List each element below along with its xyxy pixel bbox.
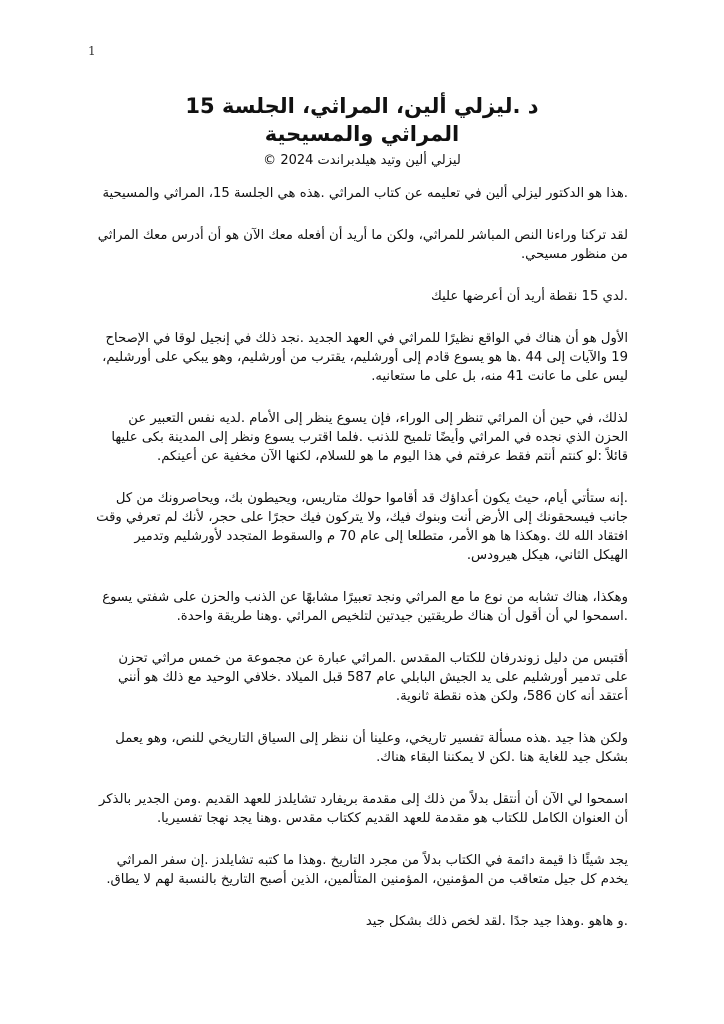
paragraph: وهكذا، هناك تشابه من نوع ما مع المراثي ونجد تعبيرًا مشابهًا عن الذنب والحزن على شفتي يسوع .اسمحوا لي أن أقول أن هناك طريقتين جيدتين لتلخيص المراثي .وهنا طريقة واحدة.: [102, 590, 628, 624]
paragraph: لذلك، في حين أن المراثي تنظر إلى الوراء، فإن يسوع ينظر إلى الأمام .لديه نفس التعبير عن الحزن الذي نجده في المراثي وأيضًا تلميح للذنب .فلما اقترب يسوع ونظر إلى المدينة بكى عليها قائلاً :لو كنتم أنتم فقط عرفتم في هذا اليوم ما هو للسلام، لكنها الآن مخفية عن أعينكم.: [111, 411, 628, 464]
paragraph: ولكن هذا جيد .هذه مسألة تفسير تاريخي، وعلينا أن ننظر إلى السياق التاريخي للنص، وهو يعمل بشكل جيد للغاية هنا .لكن لا يمكننا البقاء هناك.: [115, 731, 628, 765]
paragraph: لقد تركنا وراءنا النص المباشر للمراثي، ولكن ما أريد أن أفعله معك الآن هو أن أدرس معك المراثي من منظور مسيحي.: [97, 228, 628, 262]
paragraph: أقتبس من دليل زوندرفان للكتاب المقدس .المراثي عبارة عن مجموعة من خمس مراثي تحزن على تدمير أورشليم على يد الجيش البابلي عام 587 قبل الميلاد .خلافي الوحيد مع ذلك هو أنني أعتقد أنه كان 586، ولكن هذه نقطة ثانوية.: [117, 651, 628, 704]
paragraph: يجد شيئًا ذا قيمة دائمة في الكتاب بدلاً من مجرد التاريخ .وهذا ما كتبه تشايلدز .إن سفر المراثي يخدم كل جيل متعاقب من المؤمنين، المؤمنين المتألمين، الذين أصبح التاريخ بالنسبة لهم لا يطاق.: [106, 853, 628, 887]
title-line-1: د .ليزلي ألين، المراثي، الجلسة 15: [185, 94, 539, 118]
document-header: [100, 92, 624, 170]
page-number: 1: [88, 44, 96, 58]
title-line-2: المراثي والمسيحية: [264, 122, 460, 146]
paragraph: .لدي 15 نقطة أريد أن أعرضها عليك: [430, 289, 628, 304]
paragraph: .إنه ستأتي أيام، حيث يكون أعداؤك قد أقاموا حولك متاريس، ويحيطون بك، ويحاصرونك من كل جانب فيسحقونك إلى الأرض أنت وبنوك فيك، ولا يتركون فيك حجرًا على حجر، لأنك لم تعرفي وقت افتقاد الله لك .وهكذا ها هو الأمر، متطلعا إلى عام 70 م والسقوط المتجدد لأورشليم وتدمير الهيكل الثاني، هيكل هيرودس.: [96, 491, 628, 563]
document-body: [96, 184, 628, 954]
paragraph: اسمحوا لي الآن أن أنتقل بدلاً من ذلك إلى مقدمة بريفارد تشايلدز للعهد القديم .ومن الجدير بالذكر أن العنوان الكامل للكتاب هو مقدمة للعهد القديم ككتاب مقدس .وهنا يجد نهجا تفسيريا.: [99, 792, 628, 826]
paragraph: .و هاهو .وهذا جيد جدًا .لقد لخص ذلك بشكل جيد: [365, 914, 628, 929]
paragraph: .هذا هو الدكتور ليزلي ألين في تعليمه عن كتاب المراثي .هذه هي الجلسة 15، المراثي والمسيحية: [102, 186, 628, 201]
copyright-line: ليزلي ألين وتيد هيلدبراندت 2024 ©: [263, 153, 461, 168]
paragraph: الأول هو أن هناك في الواقع نظيرًا للمراثي في العهد الجديد .نجد ذلك في إنجيل لوقا في الإصحاح 19 والآيات إلى 44 .ها هو يسوع قادم إلى أورشليم، يقترب من أورشليم، وهو يبكي على أورشليم، ليس على ما عانت 41 منه، بل على ما ستعانيه.: [102, 331, 628, 384]
